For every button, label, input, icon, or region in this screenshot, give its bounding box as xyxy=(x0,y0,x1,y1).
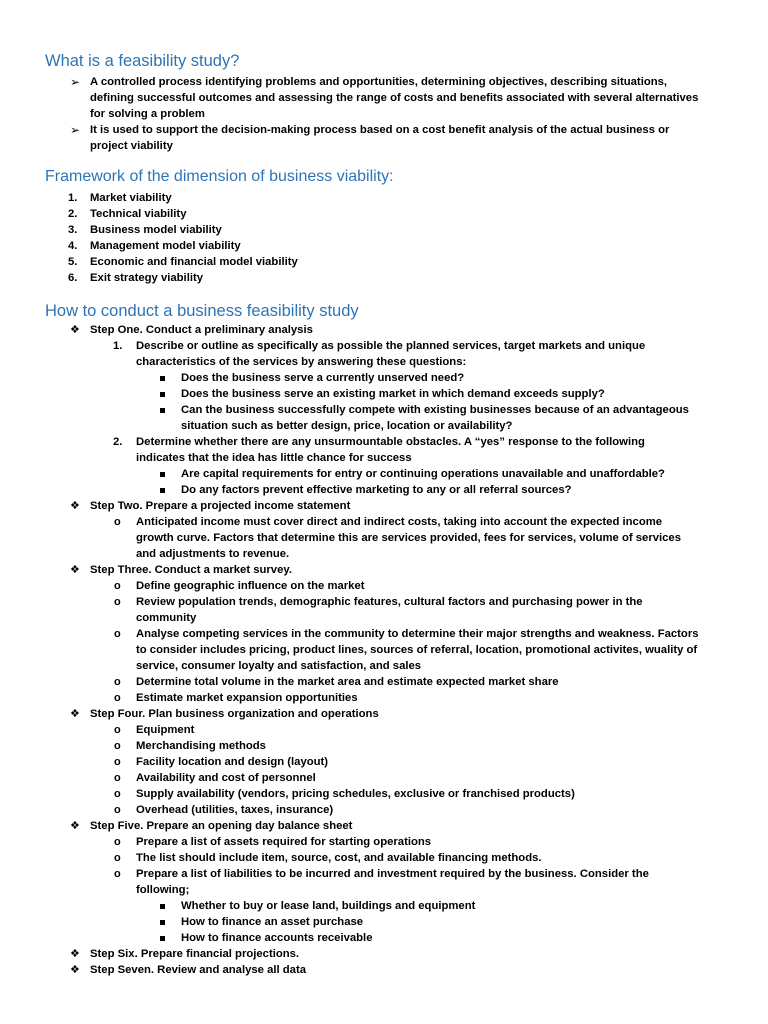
diamond-bullet-icon: ❖ xyxy=(70,708,80,720)
step-one-item-2-line-1: Determine whether there are any unsurmountable obstacles. A “yes” response to the following xyxy=(136,436,645,448)
square-bullet-icon xyxy=(160,930,165,946)
list-number: 6. xyxy=(68,272,78,284)
heading-how-to-conduct: How to conduct a business feasibility study xyxy=(45,302,359,320)
question-line: Does the business serve an existing market in which demand exceeds supply? xyxy=(181,388,605,400)
definition-line-2: defining successful outcomes and assessing the range of costs and benefits associated with several alternatives xyxy=(90,92,699,104)
list-item: Market viability xyxy=(90,192,172,204)
step-seven xyxy=(90,962,306,978)
step-three-line: Review population trends, demographic features, cultural factors and purchasing power in the xyxy=(136,596,643,608)
step-three-line: community xyxy=(136,612,197,624)
step-text: Plan business organization and operations xyxy=(145,708,379,720)
circle-bullet-icon: o xyxy=(114,724,121,736)
step-two-line: Anticipated income must cover direct and indirect costs, taking into account the expected income xyxy=(136,516,663,528)
question-line: Does the business serve a currently unserved need? xyxy=(181,372,465,384)
step-one-item-2-line-2: indicates that the idea has little chance for success xyxy=(136,452,412,464)
list-number: 4. xyxy=(68,240,78,252)
step-label: Step One. xyxy=(90,324,143,336)
list-item: Business model viability xyxy=(90,224,222,236)
square-bullet-icon xyxy=(160,898,165,914)
step-label: Step Six. xyxy=(90,948,138,960)
circle-bullet-icon: o xyxy=(114,756,121,768)
list-number: 2. xyxy=(68,208,78,220)
circle-bullet-icon: o xyxy=(114,740,121,752)
consider-line: How to finance an asset purchase xyxy=(181,916,364,928)
circle-bullet-icon: o xyxy=(114,868,121,880)
step-two-line: growth curve. Factors that determine this are services provided, fees for services, volume of services xyxy=(136,532,681,544)
circle-bullet-icon: o xyxy=(114,676,121,688)
step-five xyxy=(90,818,352,834)
definition-line-1: A controlled process identifying problems and opportunities, determining objectives, describing situations, xyxy=(90,76,668,88)
heading-what-is-feasibility: What is a feasibility study? xyxy=(45,52,240,70)
list-number: 2. xyxy=(113,436,123,448)
list-number: 1. xyxy=(113,340,123,352)
definition-line-3: for solving a problem xyxy=(90,108,205,120)
step-four-line: Availability and cost of personnel xyxy=(136,772,316,784)
question-line: situation such as better design, price, location or availability? xyxy=(181,420,513,432)
step-four-line: Supply availability (vendors, pricing schedules, exclusive or franchised products) xyxy=(136,788,575,800)
step-two-line: and adjustments to revenue. xyxy=(136,548,290,560)
step-three-line: Estimate market expansion opportunities xyxy=(136,692,358,704)
heading-framework: Framework of the dimension of business viability: xyxy=(45,168,394,185)
step-four xyxy=(90,706,379,722)
circle-bullet-icon: o xyxy=(114,788,121,800)
diamond-bullet-icon: ❖ xyxy=(70,820,80,832)
step-text: Prepare financial projections. xyxy=(137,948,300,960)
circle-bullet-icon: o xyxy=(114,628,121,640)
list-item: Economic and financial model viability xyxy=(90,256,298,268)
square-bullet-icon xyxy=(160,386,165,402)
square-bullet-icon xyxy=(160,370,165,386)
step-three-line: Determine total volume in the market area and estimate expected market share xyxy=(136,676,559,688)
step-two xyxy=(90,498,350,514)
step-four-line: Overhead (utilities, taxes, insurance) xyxy=(136,804,334,816)
square-bullet-icon xyxy=(160,482,165,498)
step-text: Prepare an opening day balance sheet xyxy=(143,820,353,832)
list-number: 3. xyxy=(68,224,78,236)
list-number: 5. xyxy=(68,256,78,268)
circle-bullet-icon: o xyxy=(114,836,121,848)
step-one xyxy=(90,322,313,338)
step-one-item-1-line-2: characteristics of the services by answering these questions: xyxy=(136,356,467,368)
step-text: Conduct a preliminary analysis xyxy=(142,324,313,336)
step-six xyxy=(90,946,299,962)
consider-line: How to finance accounts receivable xyxy=(181,932,373,944)
diamond-bullet-icon: ❖ xyxy=(70,324,80,336)
step-four-line: Merchandising methods xyxy=(136,740,266,752)
purpose-line-1: It is used to support the decision-making process based on a cost benefit analysis of the actual business or xyxy=(90,124,670,136)
step-three xyxy=(90,562,292,578)
circle-bullet-icon: o xyxy=(114,516,121,528)
step-text: Conduct a market survey. xyxy=(151,564,292,576)
diamond-bullet-icon: ❖ xyxy=(70,964,80,976)
step-five-line: Prepare a list of liabilities to be incurred and investment required by the business. Consider the xyxy=(136,868,649,880)
step-five-line: following; xyxy=(136,884,190,896)
step-label: Step Four. xyxy=(90,708,146,720)
diamond-bullet-icon: ❖ xyxy=(70,948,80,960)
step-four-line: Equipment xyxy=(136,724,195,736)
list-item: Management model viability xyxy=(90,240,241,252)
step-three-line: service, consumer loyalty and satisfaction, and sales xyxy=(136,660,422,672)
square-bullet-icon xyxy=(160,466,165,482)
diamond-bullet-icon: ❖ xyxy=(70,564,80,576)
square-bullet-icon xyxy=(160,402,165,418)
step-label: Step Three. xyxy=(90,564,152,576)
arrow-bullet-icon: ➢ xyxy=(70,75,81,89)
step-text: Review and analyse all data xyxy=(154,964,306,976)
circle-bullet-icon: o xyxy=(114,804,121,816)
diamond-bullet-icon: ❖ xyxy=(70,500,80,512)
question-line: Do any factors prevent effective marketing to any or all referral sources? xyxy=(181,484,572,496)
list-item: Technical viability xyxy=(90,208,187,220)
step-five-line: Prepare a list of assets required for starting operations xyxy=(136,836,432,848)
list-number: 1. xyxy=(68,192,78,204)
step-five-line: The list should include item, source, cost, and available financing methods. xyxy=(136,852,542,864)
step-three-line: Define geographic influence on the market xyxy=(136,580,365,592)
arrow-bullet-icon: ➢ xyxy=(70,123,81,137)
circle-bullet-icon: o xyxy=(114,580,121,592)
list-item: Exit strategy viability xyxy=(90,272,204,284)
step-text: Prepare a projected income statement xyxy=(142,500,351,512)
circle-bullet-icon: o xyxy=(114,852,121,864)
step-one-item-1-line-1: Describe or outline as specifically as possible the planned services, target markets and unique xyxy=(136,340,646,352)
step-three-line: to consider includes pricing, product lines, sources of referral, location, promotional activites, wuality of xyxy=(136,644,698,656)
circle-bullet-icon: o xyxy=(114,772,121,784)
question-line: Can the business successfully compete with existing businesses because of an advantageous xyxy=(181,404,689,416)
square-bullet-icon xyxy=(160,914,165,930)
circle-bullet-icon: o xyxy=(114,596,121,608)
step-four-line: Facility location and design (layout) xyxy=(136,756,329,768)
consider-line: Whether to buy or lease land, buildings and equipment xyxy=(181,900,476,912)
step-label: Step Two. xyxy=(90,500,143,512)
step-label: Step Seven. xyxy=(90,964,155,976)
circle-bullet-icon: o xyxy=(114,692,121,704)
step-label: Step Five. xyxy=(90,820,144,832)
question-line: Are capital requirements for entry or continuing operations unavailable and unaffordable? xyxy=(181,468,665,480)
purpose-line-2: project viability xyxy=(90,140,173,152)
step-three-line: Analyse competing services in the community to determine their major strengths and weakness. Factors xyxy=(136,628,699,640)
